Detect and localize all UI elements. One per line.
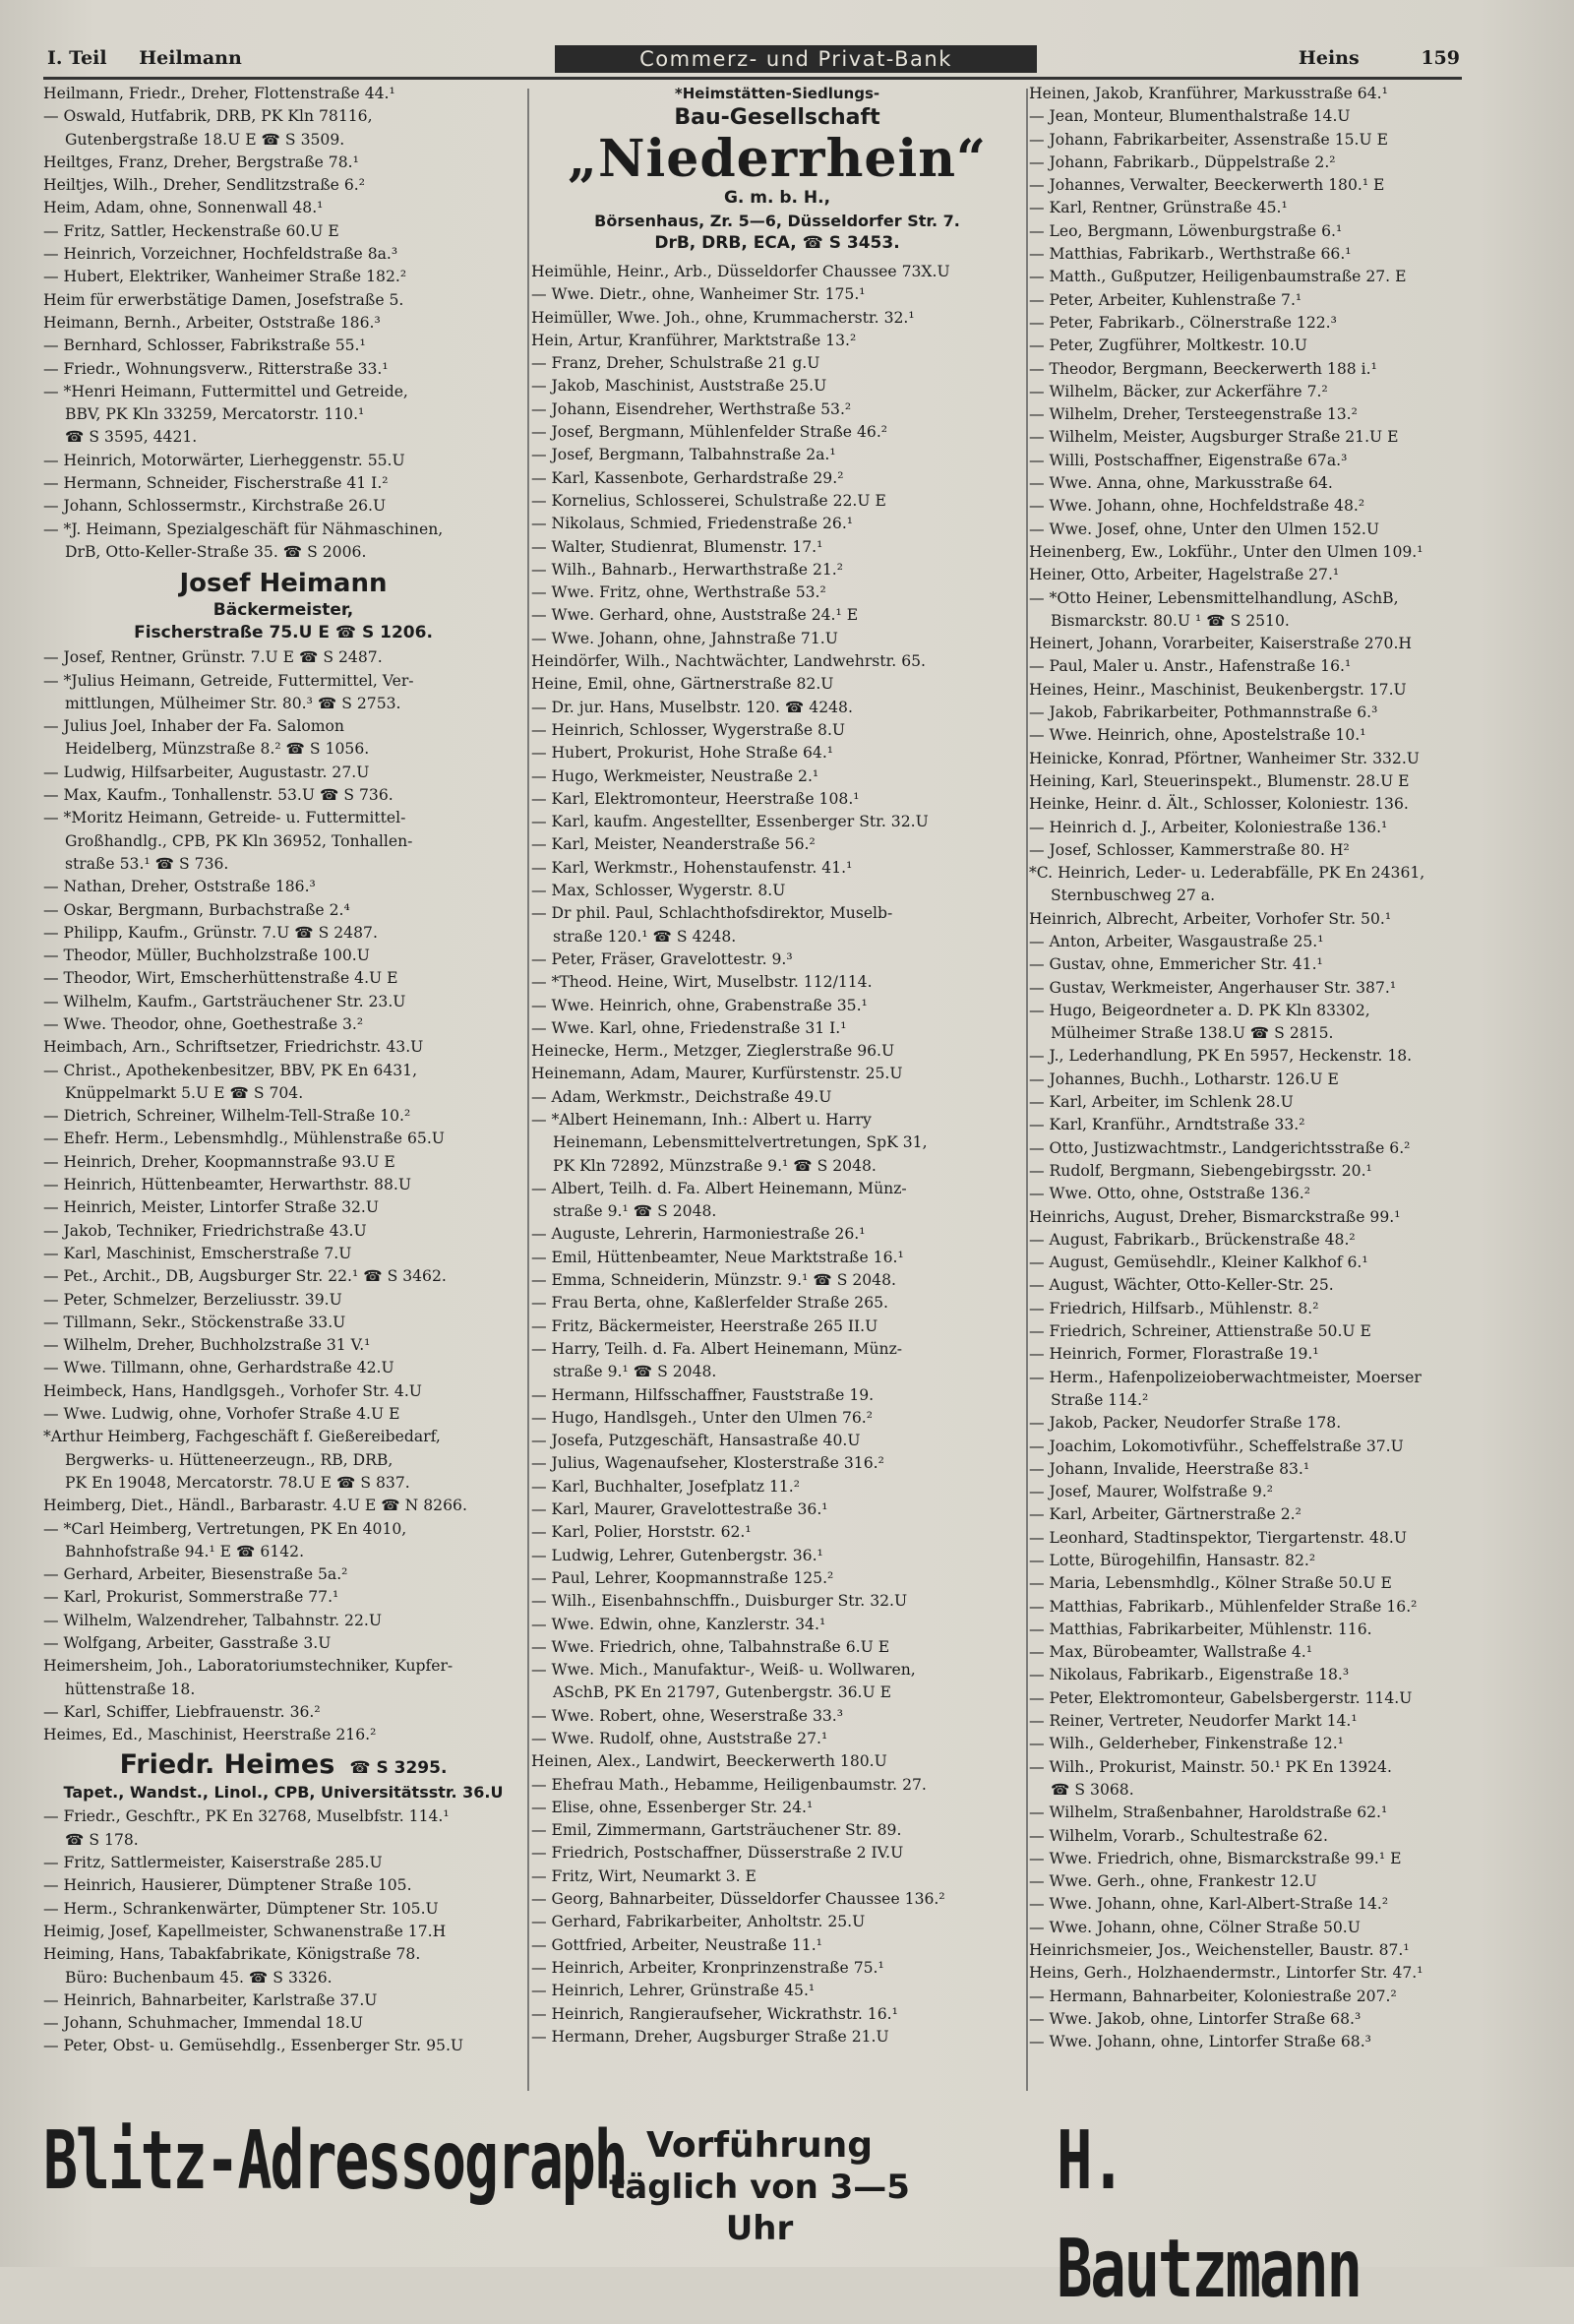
niederrhein-ad: [531, 83, 1023, 255]
directory-entry: — Peter, Fabrikarb., Cölnerstraße 122.³: [1029, 313, 1337, 332]
directory-entry: — Friedrich, Postschaffner, Düsserstraße 2 IV.U: [531, 1844, 904, 1863]
directory-entry: Heinenberg, Ew., Lokführ., Unter den Ulmen 109.¹: [1029, 542, 1423, 561]
directory-entry: — Jakob, Techniker, Friedrichstraße 43.U: [43, 1221, 367, 1240]
directory-entry: Büro: Buchenbaum 45. ☎ S 3326.: [65, 1968, 333, 1987]
directory-entry: — Karl, Buchhalter, Josefplatz 11.²: [531, 1477, 801, 1496]
directory-entry: — Dietrich, Schreiner, Wilhelm-Tell-Straße 10.²: [43, 1107, 411, 1126]
directory-entry: straße 53.¹ ☎ S 736.: [65, 854, 229, 873]
directory-entry: — Wwe. Mich., Manufaktur-, Weiß- u. Wollwaren,: [531, 1661, 916, 1680]
heimann-ad: [43, 568, 523, 644]
directory-entry: — Heinrich, Rangieraufseher, Wickrathstr. 16.¹: [531, 2004, 898, 2023]
directory-entry: — Wwe. Heinrich, ohne, Grabenstraße 35.¹: [531, 996, 868, 1014]
directory-entry: Mülheimer Straße 138.U ☎ S 2815.: [1051, 1024, 1334, 1043]
directory-entry: Heiner, Otto, Arbeiter, Hagelstraße 27.¹: [1029, 566, 1340, 584]
directory-entry: — Nikolaus, Schmied, Friedenstraße 26.¹: [531, 515, 854, 533]
directory-entry: — Heinrich d. J., Arbeiter, Koloniestraße 136.¹: [1029, 818, 1388, 836]
ad-company-name: „Niederrhein“: [568, 129, 987, 189]
directory-entry: — Wwe. Dietr., ohne, Wanheimer Str. 175.¹: [531, 285, 866, 304]
directory-entry: — Peter, Elektromonteur, Gabelsbergerstr. 114.U: [1029, 1688, 1413, 1707]
directory-entry: Heimersheim, Joh., Laboratoriumstechniker, Kupfer-: [43, 1657, 454, 1676]
directory-entry: Heinke, Heinr. d. Ält., Schlosser, Koloniestr. 136.: [1029, 795, 1409, 814]
directory-entry: — Heinrich, Arbeiter, Kronprinzenstraße 75.¹: [531, 1958, 884, 1977]
directory-entry: — Friedrich, Schreiner, Attienstraße 50.U E: [1029, 1322, 1371, 1341]
directory-entry: — Anton, Arbeiter, Wasgaustraße 25.¹: [1029, 932, 1324, 950]
directory-entry: — Otto, Justizwachtmstr., Landgerichtsstraße 6.²: [1029, 1138, 1411, 1157]
directory-entry: — Heinrich, Bahnarbeiter, Karlstraße 37.U: [43, 1990, 378, 2009]
directory-entry: — Wilhelm, Bäcker, zur Ackerfähre 7.²: [1029, 382, 1328, 400]
directory-entry: Knüppelmarkt 5.U E ☎ S 704.: [65, 1083, 304, 1102]
directory-entry: — Karl, Werkmstr., Hohenstaufenstr. 41.¹: [531, 858, 853, 877]
directory-entry: — Harry, Teilh. d. Fa. Albert Heinemann, Münz-: [531, 1339, 903, 1358]
directory-entry: — Wilhelm, Vorarb., Schultestraße 62.: [1029, 1826, 1328, 1845]
directory-entry: BBV, PK Kln 33259, Mercatorstr. 110.¹: [65, 405, 365, 424]
directory-entry: Heinen, Alex., Landwirt, Beeckerwerth 180.U: [531, 1752, 887, 1771]
directory-entry: Sternbuschweg 27 a.: [1051, 887, 1216, 905]
directory-entry: — Wwe. Robert, ohne, Weserstraße 33.³: [531, 1706, 843, 1725]
directory-entry: — Wilhelm, Kaufm., Gartsträuchener Str. 23.U: [43, 992, 406, 1010]
directory-entry: Heimberg, Diet., Händl., Barbarastr. 4.U E ☎ N 8266.: [43, 1497, 467, 1515]
directory-entry: — Karl, Maurer, Gravelottestraße 36.¹: [531, 1500, 828, 1519]
directory-entry: — Johannes, Verwalter, Beeckerwerth 180.¹ E: [1029, 176, 1385, 195]
ad-phone: ☎ S 3295.: [349, 1758, 448, 1779]
header-left: [47, 47, 268, 69]
directory-entry: ☎ S 3068.: [1051, 1780, 1134, 1799]
directory-entry: — Max, Bürobeamter, Wallstraße 4.¹: [1029, 1643, 1313, 1662]
page-header: [43, 45, 1460, 75]
directory-entry: Heinemann, Lebensmittelvertretungen, SpK 31,: [553, 1133, 928, 1152]
directory-entry: — Wilhelm, Straßenbahner, Haroldstraße 62.¹: [1029, 1804, 1388, 1822]
directory-entry: — J., Lederhandlung, PK En 5957, Heckenstr. 18.: [1029, 1047, 1413, 1066]
directory-entry: straße 9.¹ ☎ S 2048.: [553, 1363, 717, 1381]
directory-entry: — Fritz, Wirt, Neumarkt 3. E: [531, 1866, 757, 1885]
directory-entry: — Matthias, Fabrikarb., Mühlenfelder Straße 16.²: [1029, 1597, 1418, 1616]
directory-entry: Bahnhofstraße 94.¹ E ☎ 6142.: [65, 1542, 305, 1560]
directory-entry: Heinert, Johann, Vorarbeiter, Kaiserstraße 270.H: [1029, 635, 1413, 653]
column-1: [43, 83, 523, 2058]
ad-address: Tapet., Wandst., Linol., CPB, Universitätsstr. 36.U: [63, 1783, 504, 1803]
directory-entry: — Wwe. Josef, ohne, Unter den Ulmen 152.U: [1029, 520, 1379, 538]
directory-entry: — Josef, Bergmann, Mühlenfelder Straße 46.²: [531, 423, 888, 442]
directory-entry: Heinicke, Konrad, Pförtner, Wanheimer Str. 332.U: [1029, 749, 1420, 767]
directory-entry: — Emil, Zimmermann, Gartsträuchener Str. 89.: [531, 1821, 902, 1840]
directory-entry: ASchB, PK En 21797, Gutenbergstr. 36.U E: [553, 1683, 891, 1702]
directory-entry: — Heinrich, Dreher, Koopmannstraße 93.U E: [43, 1152, 395, 1171]
entries-block: [43, 646, 523, 1746]
directory-entry: — Heinrich, Meister, Lintorfer Straße 32.U: [43, 1198, 380, 1217]
directory-entry: ☎ S 178.: [65, 1830, 139, 1849]
directory-entry: — Karl, Polier, Horststr. 62.¹: [531, 1523, 752, 1542]
directory-entry: — *Carl Heimberg, Vertretungen, PK En 4010,: [43, 1519, 407, 1538]
directory-entry: Heiltges, Franz, Dreher, Bergstraße 78.¹: [43, 153, 359, 171]
directory-entry: Heinrichsmeier, Jos., Weichensteller, Baustr. 87.¹: [1029, 1941, 1410, 1960]
directory-entry: — Elise, ohne, Essenberger Str. 24.¹: [531, 1798, 814, 1816]
directory-entry: DrB, Otto-Keller-Straße 35. ☎ S 2006.: [65, 542, 367, 561]
directory-entry: — Wwe. Johann, ohne, Lintorfer Straße 68.³: [1029, 2033, 1371, 2051]
directory-entry: — Hermann, Hilfsschaffner, Fauststraße 19.: [531, 1385, 875, 1404]
directory-entry: Heinrichs, August, Dreher, Bismarckstraße 99.¹: [1029, 1207, 1401, 1226]
directory-entry: — Jakob, Maschinist, Auststraße 25.U: [531, 377, 827, 396]
directory-entry: Straße 114.²: [1051, 1390, 1149, 1409]
directory-entry: — Pet., Archit., DB, Augsburger Str. 22.¹ ☎ S 3462.: [43, 1267, 447, 1286]
directory-entry: — Franz, Dreher, Schulstraße 21 g.U: [531, 354, 820, 373]
heimes-ad: [43, 1749, 523, 1804]
directory-entry: — Oswald, Hutfabrik, DRB, PK Kln 78116,: [43, 107, 373, 126]
directory-entry: — Ludwig, Lehrer, Gutenbergstr. 36.¹: [531, 1546, 823, 1564]
directory-entry: straße 120.¹ ☎ S 4248.: [553, 927, 737, 946]
footer-demo: [582, 2125, 937, 2249]
ad-line: Bau-Gesellschaft: [674, 105, 880, 130]
directory-entry: — Wolfgang, Arbeiter, Gasstraße 3.U: [43, 1634, 332, 1652]
directory-entry: — Wwe. Tillmann, ohne, Gerhardstraße 42.U: [43, 1359, 394, 1377]
page-number: 159: [1421, 47, 1460, 69]
directory-entry: — Maria, Lebensmhdlg., Kölner Straße 50.U E: [1029, 1574, 1392, 1593]
directory-entry: — Wilh., Prokurist, Mainstr. 50.¹ PK En 13924.: [1029, 1757, 1392, 1776]
directory-entry: — *Henri Heimann, Futtermittel und Getreide,: [43, 382, 408, 400]
directory-entry: hüttenstraße 18.: [65, 1680, 196, 1698]
footer-demo-hours: täglich von 3—5 Uhr: [609, 2168, 910, 2248]
header-right: [1243, 47, 1460, 69]
directory-entry: — Emil, Hüttenbeamter, Neue Marktstraße 16.¹: [531, 1248, 904, 1266]
directory-entry: — Dr phil. Paul, Schlachthofsdirektor, Muselb-: [531, 904, 893, 923]
directory-entry: — Karl, Elektromonteur, Heerstraße 108.¹: [531, 789, 860, 808]
directory-entry: — Wwe. Rudolf, ohne, Auststraße 27.¹: [531, 1730, 828, 1747]
directory-entry: — Friedrich, Hilfsarb., Mühlenstr. 8.²: [1029, 1299, 1319, 1317]
directory-entry: — Wwe. Ludwig, ohne, Vorhofer Straße 4.U E: [43, 1405, 400, 1424]
directory-entry: PK En 19048, Mercatorstr. 78.U E ☎ S 837.: [65, 1473, 410, 1492]
directory-entry: — Hermann, Bahnarbeiter, Koloniestraße 207.²: [1029, 1987, 1397, 2005]
directory-entry: Heilmann, Friedr., Dreher, Flottenstraße 44.¹: [43, 85, 395, 102]
directory-entry: — Joachim, Lokomotivführ., Scheffelstraße 37.U: [1029, 1437, 1404, 1455]
right-keyword: Heins: [1298, 47, 1360, 69]
directory-entry: — Gerhard, Fabrikarbeiter, Anholtstr. 25.U: [531, 1913, 866, 1931]
directory-entry: Bergwerks- u. Hütteneerzeugn., RB, DRB,: [65, 1450, 394, 1469]
directory-entry: — Gerhard, Arbeiter, Biesenstraße 5a.²: [43, 1565, 348, 1584]
directory-entry: — *Otto Heiner, Lebensmittelhandlung, ASchB,: [1029, 588, 1399, 607]
directory-entry: Heining, Karl, Steuerinspekt., Blumenstr. 28.U E: [1029, 771, 1410, 790]
directory-entry: — Matth., Gußputzer, Heiligenbaumstraße 27. E: [1029, 268, 1407, 286]
directory-entry: — Paul, Maler u. Anstr., Hafenstraße 16.¹: [1029, 657, 1352, 676]
directory-entry: — Peter, Schmelzer, Berzeliusstr. 39.U: [43, 1290, 342, 1309]
directory-entry: — Herm., Schrankenwärter, Dümptener Str. 105.U: [43, 1899, 439, 1918]
directory-entry: Heimbach, Arn., Schriftsetzer, Friedrichstr. 43.U: [43, 1038, 424, 1057]
directory-entry: — Dr. jur. Hans, Muselbstr. 120. ☎ 4248.: [531, 698, 853, 716]
directory-entry: — Karl, Prokurist, Sommerstraße 77.¹: [43, 1588, 339, 1607]
directory-entry: — Wilhelm, Dreher, Tersteegenstraße 13.²: [1029, 405, 1358, 424]
directory-entry: Bismarckstr. 80.U ¹ ☎ S 2510.: [1051, 611, 1290, 630]
directory-entry: — Matthias, Fabrikarbeiter, Mühlenstr. 116.: [1029, 1620, 1372, 1638]
directory-entry: — Wilhelm, Dreher, Buchholzstraße 31 V.¹: [43, 1336, 371, 1355]
directory-entry: — Heinrich, Hüttenbeamter, Herwarthstr. 88.U: [43, 1176, 411, 1194]
directory-entry: Heinrich, Albrecht, Arbeiter, Vorhofer Str. 50.¹: [1029, 909, 1392, 928]
directory-entry: — Wilhelm, Walzendreher, Talbahnstr. 22.U: [43, 1611, 382, 1629]
directory-entry: — Leo, Bergmann, Löwenburgstraße 6.¹: [1029, 221, 1343, 240]
footer-company: H. Bautzmann: [1057, 2114, 1361, 2316]
directory-entry: *C. Heinrich, Leder- u. Lederabfälle, PK En 24361,: [1029, 864, 1425, 883]
entries-block: [531, 261, 1023, 2049]
left-keyword: Heilmann: [139, 47, 242, 69]
directory-entry: — Wwe. Johann, ohne, Hochfeldstraße 48.²: [1029, 497, 1365, 516]
directory-entry: — *Julius Heimann, Getreide, Futtermittel, Ver-: [43, 671, 414, 690]
directory-entry: — Reiner, Vertreter, Neudorfer Markt 14.¹: [1029, 1712, 1358, 1731]
directory-entry: — Wwe. Gerh., ohne, Frankestr 12.U: [1029, 1872, 1317, 1891]
directory-entry: — Johann, Invalide, Heerstraße 83.¹: [1029, 1459, 1310, 1478]
header-rule: [43, 77, 1462, 80]
ad-name: Josef Heimann: [179, 569, 388, 599]
directory-entry: — Johann, Schlossermstr., Kirchstraße 26.U: [43, 497, 387, 516]
directory-entry: — August, Wächter, Otto-Keller-Str. 25.: [1029, 1276, 1334, 1295]
directory-entry: — Peter, Obst- u. Gemüsehdlg., Essenberger Str. 95.U: [43, 2037, 464, 2055]
directory-entry: — Bernhard, Schlosser, Fabrikstraße 55.¹: [43, 336, 366, 355]
directory-entry: Heindörfer, Wilh., Nachtwächter, Landwehrstr. 65.: [531, 652, 927, 671]
ad-line: *Heimstätten-Siedlungs-: [674, 85, 880, 102]
directory-entry: — Johann, Eisendreher, Werthstraße 53.²: [531, 399, 852, 418]
directory-entry: — Fritz, Sattlermeister, Kaiserstraße 285.U: [43, 1854, 383, 1872]
directory-entry: Heine, Emil, ohne, Gärtnerstraße 82.U: [531, 675, 834, 694]
directory-entry: — Wwe. Johann, ohne, Cölner Straße 50.U: [1029, 1918, 1361, 1936]
directory-entry: straße 9.¹ ☎ S 2048.: [553, 1202, 717, 1221]
directory-entry: — Oskar, Bergmann, Burbachstraße 2.⁴: [43, 900, 350, 919]
directory-entry: — Christ., Apothekenbesitzer, BBV, PK En 6431,: [43, 1061, 418, 1079]
directory-entry: Heimühle, Heinr., Arb., Düsseldorfer Chaussee 73X.U: [531, 263, 950, 280]
directory-entry: — Lotte, Bürogehilfin, Hansastr. 82.²: [1029, 1552, 1316, 1569]
directory-entry: — Karl, Maschinist, Emscherstraße 7.U: [43, 1244, 352, 1262]
directory-entry: — Hugo, Werkmeister, Neustraße 2.¹: [531, 766, 819, 785]
directory-entry: — Josef, Maurer, Wolfstraße 9.²: [1029, 1483, 1274, 1501]
directory-entry: — Wwe. Heinrich, ohne, Apostelstraße 10.¹: [1029, 726, 1366, 745]
column-3: [1029, 83, 1517, 2054]
directory-entry: — Karl, Rentner, Grünstraße 45.¹: [1029, 199, 1288, 217]
directory-entry: — Auguste, Lehrerin, Harmoniestraße 26.¹: [531, 1225, 866, 1244]
directory-entry: — Georg, Bahnarbeiter, Düsseldorfer Chaussee 136.²: [531, 1890, 945, 1909]
directory-entry: — Karl, Kranführ., Arndtstraße 33.²: [1029, 1116, 1305, 1134]
directory-entry: — Johann, Schuhmacher, Immendal 18.U: [43, 2014, 363, 2033]
directory-entry: — Hermann, Schneider, Fischerstraße 41 I.²: [43, 474, 389, 493]
directory-entry: — Theodor, Müller, Buchholzstraße 100.U: [43, 947, 370, 965]
directory-entry: — Wwe. Edwin, ohne, Kanzlerstr. 34.¹: [531, 1615, 826, 1633]
directory-entry: — Friedr., Wohnungsverw., Ritterstraße 33.¹: [43, 359, 389, 378]
directory-entry: — Tillmann, Sekr., Stöckenstraße 33.U: [43, 1313, 346, 1331]
directory-entry: — Ehefrau Math., Hebamme, Heiligenbaumstr. 27.: [531, 1775, 927, 1794]
directory-entry: — Peter, Zugführer, Moltkestr. 10.U: [1029, 336, 1307, 355]
directory-entry: — Wwe. Theodor, ohne, Goethestraße 3.²: [43, 1014, 364, 1033]
directory-entry: Heimann, Bernh., Arbeiter, Oststraße 186.³: [43, 313, 381, 332]
directory-entry: — Herm., Hafenpolizeioberwachtmeister, Moerser: [1029, 1368, 1422, 1386]
directory-entry: — Walter, Studienrat, Blumenstr. 17.¹: [531, 537, 823, 556]
directory-entry: — Karl, Arbeiter, im Schlenk 28.U: [1029, 1093, 1294, 1112]
directory-entry: — Josef, Bergmann, Talbahnstraße 2a.¹: [531, 446, 836, 464]
directory-entry: — Paul, Lehrer, Koopmannstraße 125.²: [531, 1568, 834, 1587]
directory-entry: — *Albert Heinemann, Inh.: Albert u. Harry: [531, 1110, 872, 1129]
ad-name: Friedr. Heimes: [119, 1749, 335, 1781]
directory-entry: — Hermann, Dreher, Augsburger Straße 21.U: [531, 2027, 889, 2046]
directory-entry: — Hugo, Handlsgeh., Unter den Ulmen 76.²: [531, 1408, 874, 1427]
entries-block: [43, 83, 523, 564]
ad-address: Fischerstraße 75.U E ☎ S 1206.: [134, 623, 433, 643]
ad-line: Börsenhaus, Zr. 5—6, Düsseldorfer Str. 7.: [594, 212, 960, 230]
directory-entry: — Ehefr. Herm., Lebensmhdlg., Mühlenstraße 65.U: [43, 1130, 445, 1148]
directory-entry: — August, Gemüsehdlr., Kleiner Kalkhof 6.¹: [1029, 1254, 1368, 1272]
directory-entry: — Peter, Fräser, Gravelottestr. 9.³: [531, 949, 793, 968]
directory-entry: — Leonhard, Stadtinspektor, Tiergartenstr. 48.U: [1029, 1528, 1407, 1547]
directory-entry: — *Moritz Heimann, Getreide- u. Futtermittel-: [43, 809, 406, 827]
directory-entry: — Gustav, ohne, Emmericher Str. 41.¹: [1029, 955, 1323, 974]
directory-entry: *Arthur Heimberg, Fachgeschäft f. Gießereibedarf,: [43, 1428, 441, 1446]
directory-entry: Gutenbergstraße 18.U E ☎ S 3509.: [65, 130, 345, 149]
directory-entry: — Rudolf, Bergmann, Siebengebirgsstr. 20.¹: [1029, 1161, 1372, 1180]
directory-entry: — Heinrich, Lehrer, Grünstraße 45.¹: [531, 1982, 816, 2000]
directory-entry: — Emma, Schneiderin, Münzstr. 9.¹ ☎ S 2048.: [531, 1271, 896, 1290]
directory-entry: Heiming, Hans, Tabakfabrikate, Königstraße 78.: [43, 1945, 421, 1964]
directory-entry: — Max, Kaufm., Tonhallenstr. 53.U ☎ S 736.: [43, 786, 394, 805]
footer-demo-title: Vorführung: [645, 2125, 874, 2166]
directory-entry: — Heinrich, Motorwärter, Lierheggenstr. 55.U: [43, 451, 405, 469]
directory-entry: mittlungen, Mülheimer Str. 80.³ ☎ S 2753.: [65, 694, 401, 712]
directory-entry: Heimes, Ed., Maschinist, Heerstraße 216.²: [43, 1726, 377, 1744]
directory-entry: — Wwe. Friedrich, ohne, Talbahnstraße 6.U E: [531, 1637, 890, 1656]
directory-entry: — Wwe. Friedrich, ohne, Bismarckstraße 99.¹ E: [1029, 1849, 1402, 1867]
directory-entry: — Gottfried, Arbeiter, Neustraße 11.¹: [531, 1935, 822, 1954]
directory-entry: — Heinrich, Vorzeichner, Hochfeldstraße 8a.³: [43, 245, 398, 264]
directory-entry: Heinemann, Adam, Maurer, Kurfürstenstr. 25.U: [531, 1065, 903, 1083]
directory-entry: — Wwe. Anna, ohne, Markusstraße 64.: [1029, 474, 1333, 493]
column-divider: [527, 89, 529, 2091]
directory-entry: — *J. Heimann, Spezialgeschäft für Nähmaschinen,: [43, 520, 444, 538]
directory-entry: — Wwe. Jakob, ohne, Lintorfer Straße 68.³: [1029, 2009, 1362, 2028]
directory-entry: — Karl, kaufm. Angestellter, Essenberger Str. 32.U: [531, 813, 929, 831]
directory-entry: — Wilh., Eisenbahnschffn., Duisburger Str. 32.U: [531, 1592, 908, 1611]
directory-entry: — Wwe. Fritz, ohne, Werthstraße 53.²: [531, 583, 826, 602]
directory-entry: — Karl, Schiffer, Liebfrauenstr. 36.²: [43, 1702, 321, 1721]
directory-entry: PK Kln 72892, Münzstraße 9.¹ ☎ S 2048.: [553, 1156, 877, 1175]
directory-entry: — Friedr., Geschftr., PK En 32768, Muselbfstr. 114.¹: [43, 1807, 450, 1826]
directory-entry: — Heinrich, Former, Florastraße 19.¹: [1029, 1345, 1319, 1364]
directory-entry: — Josef, Schlosser, Kammerstraße 80. H²: [1029, 840, 1350, 859]
directory-entry: — Josefa, Putzgeschäft, Hansastraße 40.U: [531, 1432, 861, 1450]
directory-entry: — Matthias, Fabrikarb., Werthstraße 66.¹: [1029, 245, 1352, 264]
entries-block: [43, 1805, 523, 2057]
directory-entry: Hein, Artur, Kranführer, Marktstraße 13.²: [531, 331, 857, 349]
ad-line: DrB, DRB, ECA, ☎ S 3453.: [654, 233, 900, 253]
directory-entry: — Theodor, Bergmann, Beeckerwerth 188 i.¹: [1029, 359, 1377, 378]
directory-entry: — Julius Joel, Inhaber der Fa. Salomon: [43, 717, 344, 736]
directory-entry: — Johann, Fabrikarbeiter, Assenstraße 15.U E: [1029, 130, 1388, 149]
directory-entry: — Peter, Arbeiter, Kuhlenstraße 7.¹: [1029, 290, 1302, 309]
directory-entry: Heines, Heinr., Maschinist, Beukenbergstr. 17.U: [1029, 680, 1407, 699]
directory-entry: — *Theod. Heine, Wirt, Muselbstr. 112/114.: [531, 973, 873, 992]
column-divider: [1026, 89, 1028, 2091]
directory-entry: — Willi, Postschaffner, Eigenstraße 67a.³: [1029, 451, 1348, 469]
directory-entry: — Wilh., Gelderheber, Finkenstraße 12.¹: [1029, 1735, 1344, 1753]
directory-entry: — August, Fabrikarb., Brückenstraße 48.²: [1029, 1230, 1356, 1249]
directory-entry: — Gustav, Werkmeister, Angerhauser Str. 387.¹: [1029, 978, 1397, 997]
directory-entry: Heiltjes, Wilh., Dreher, Sendlitzstraße 6.²: [43, 176, 365, 195]
directory-entry: — Heinrich, Hausierer, Dümptener Straße 105.: [43, 1876, 412, 1895]
section-label: I. Teil: [47, 47, 107, 69]
directory-entry: Heim für erwerbstätige Damen, Josefstraße 5.: [43, 290, 404, 309]
directory-entry: ☎ S 3595, 4421.: [65, 428, 198, 447]
ad-title: Bäckermeister,: [212, 600, 354, 621]
directory-entry: — Philipp, Kaufm., Grünstr. 7.U ☎ S 2487.: [43, 923, 378, 942]
footer-advertisement: [43, 2108, 1470, 2316]
directory-entry: Heinen, Jakob, Kranführer, Markusstraße 64.¹: [1029, 85, 1388, 102]
directory-entry: — Albert, Teilh. d. Fa. Albert Heinemann, Münz-: [531, 1179, 907, 1197]
directory-entry: Heimig, Josef, Kapellmeister, Schwanenstraße 17.H: [43, 1922, 447, 1940]
directory-entry: — Wwe. Johann, ohne, Karl-Albert-Straße 14.²: [1029, 1895, 1389, 1914]
directory-entry: — Johannes, Buchh., Lotharstr. 126.U E: [1029, 1070, 1339, 1088]
directory-entry: — Fritz, Sattler, Heckenstraße 60.U E: [43, 221, 339, 240]
directory-entry: — Theodor, Wirt, Emscherhüttenstraße 4.U E: [43, 969, 398, 988]
directory-entry: Heinecke, Herm., Metzger, Zieglerstraße 96.U: [531, 1042, 895, 1061]
directory-entry: — Kornelius, Schlosserei, Schulstraße 22.U E: [531, 491, 886, 510]
directory-entry: — Wwe. Gerhard, ohne, Auststraße 24.¹ E: [531, 606, 859, 625]
directory-entry: — Hubert, Elektriker, Wanheimer Straße 182.²: [43, 268, 407, 286]
bank-banner: Commerz- und Privat-Bank: [555, 45, 1037, 73]
directory-entry: — Max, Schlosser, Wygerstr. 8.U: [531, 882, 786, 900]
directory-entry: — Karl, Arbeiter, Gärtnerstraße 2.²: [1029, 1505, 1302, 1524]
directory-entry: — Nathan, Dreher, Oststraße 186.³: [43, 878, 316, 896]
directory-entry: — Josef, Rentner, Grünstr. 7.U E ☎ S 2487.: [43, 648, 383, 667]
directory-entry: — Jakob, Fabrikarbeiter, Pothmannstraße 6.³: [1029, 703, 1378, 722]
directory-entry: — Wilhelm, Meister, Augsburger Straße 21.U E: [1029, 428, 1399, 447]
directory-entry: — Wilh., Bahnarb., Herwarthstraße 21.²: [531, 560, 843, 579]
directory-entry: Heim, Adam, ohne, Sonnenwall 48.¹: [43, 199, 324, 217]
directory-entry: — Karl, Kassenbote, Gerhardstraße 29.²: [531, 468, 844, 487]
directory-entry: — Jakob, Packer, Neudorfer Straße 178.: [1029, 1414, 1342, 1433]
directory-entry: — Julius, Wagenaufseher, Klosterstraße 316.²: [531, 1454, 884, 1473]
directory-entry: — Hugo, Beigeordneter a. D. PK Kln 83302,: [1029, 1001, 1370, 1019]
directory-entry: Heidelberg, Münzstraße 8.² ☎ S 1056.: [65, 740, 370, 759]
directory-entry: — Wwe. Otto, ohne, Oststraße 136.²: [1029, 1185, 1310, 1203]
column-2: [531, 83, 1023, 2049]
directory-entry: — Ludwig, Hilfsarbeiter, Augustastr. 27.U: [43, 763, 370, 781]
directory-entry: — Heinrich, Schlosser, Wygerstraße 8.U: [531, 720, 846, 739]
directory-entry: Heins, Gerh., Holzhaendermstr., Lintorfer Str. 47.¹: [1029, 1964, 1423, 1983]
ad-line: G. m. b. H.,: [723, 188, 831, 208]
directory-entry: — Wwe. Johann, ohne, Jahnstraße 71.U: [531, 629, 838, 647]
directory-entry: — Frau Berta, ohne, Kaßlerfelder Straße 265.: [531, 1294, 889, 1313]
footer-brand: Blitz-Adressograph: [43, 2114, 627, 2208]
directory-entry: — Jean, Monteur, Blumenthalstraße 14.U: [1029, 107, 1351, 126]
directory-entry: — Wwe. Karl, ohne, Friedenstraße 31 I.¹: [531, 1018, 847, 1037]
directory-entry: — Hubert, Prokurist, Hohe Straße 64.¹: [531, 744, 834, 763]
directory-entry: — Nikolaus, Fabrikarb., Eigenstraße 18.³: [1029, 1666, 1350, 1684]
entries-block: [1029, 83, 1517, 2054]
directory-entry: Heimüller, Wwe. Joh., ohne, Krummacherstr. 32.¹: [531, 308, 915, 327]
directory-entry: Großhandlg., CPB, PK Kln 36952, Tonhallen-: [65, 831, 413, 850]
directory-entry: — Johann, Fabrikarb., Düppelstraße 2.²: [1029, 153, 1336, 171]
directory-entry: Heimbeck, Hans, Handlgsgeh., Vorhofer Str. 4.U: [43, 1381, 422, 1400]
directory-entry: — Fritz, Bäckermeister, Heerstraße 265 II.U: [531, 1316, 878, 1335]
directory-entry: — Adam, Werkmstr., Deichstraße 49.U: [531, 1087, 832, 1106]
directory-entry: — Karl, Meister, Neanderstraße 56.²: [531, 835, 816, 854]
